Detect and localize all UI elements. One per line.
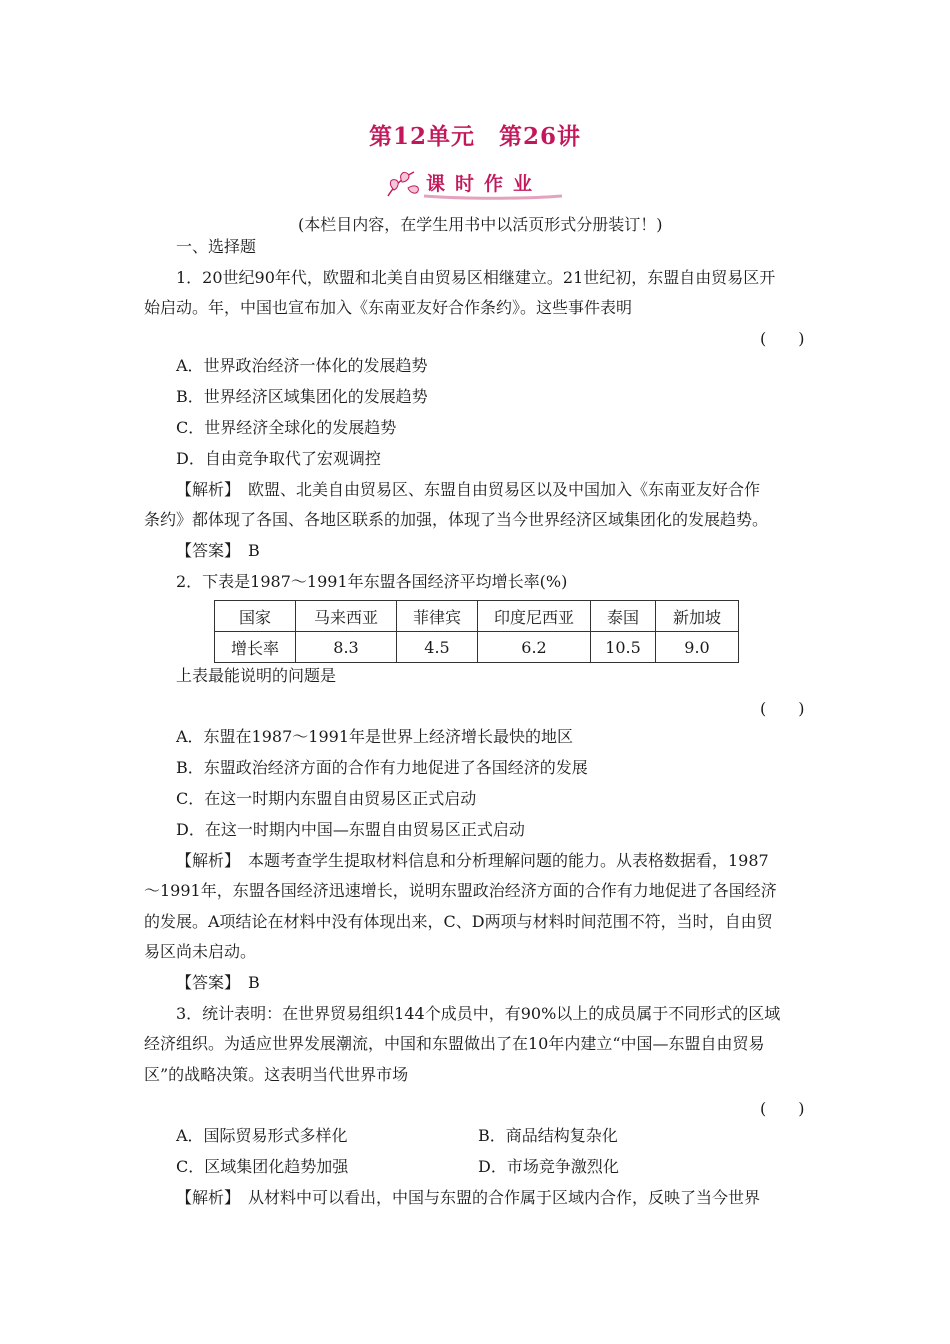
q2-analysis-line4: 易区尚未启动。 (144, 942, 257, 961)
banner-label: 课时作业 (426, 173, 543, 195)
table-cell: 菲律宾 (397, 601, 478, 632)
q2-option-c: C．在这一时期内东盟自由贸易区正式启动 (176, 789, 477, 808)
q3-option-c: C．区域集团化趋势加强 (176, 1157, 349, 1176)
q2-answer: 【答案】 B (176, 973, 260, 992)
q3-option-b: B．商品结构复杂化 (478, 1126, 618, 1145)
q3-stem-line3: 区”的战略决策。这表明当代世界市场 (144, 1065, 409, 1084)
q1-analysis-line2: 条约》都体现了各国、各地区联系的加强，体现了当今世界经济区域集团化的发展趋势。 (144, 510, 769, 529)
q2-stem: 2．下表是1987～1991年东盟各国经济平均增长率(%) (176, 572, 568, 591)
q1-stem-line2: 始启动。年，中国也宣布加入《东南亚友好合作条约》。这些事件表明 (144, 298, 633, 317)
q3-option-d: D．市场竞争激烈化 (478, 1157, 619, 1176)
table-cell: 4.5 (397, 632, 478, 663)
q1-option-a: A．世界政治经济一体化的发展趋势 (176, 356, 428, 375)
q3-stem-line1: 3．统计表明：在世界贸易组织144个成员中，有90%以上的成员属于不同形式的区域 (176, 1004, 781, 1023)
q1-answer-blank: ( ) (760, 329, 805, 348)
table-cell: 国家 (215, 601, 296, 632)
q2-option-d: D．在这一时期内中国—东盟自由贸易区正式启动 (176, 820, 525, 839)
table-cell: 9.0 (656, 632, 739, 663)
growth-rate-table (214, 600, 739, 663)
table-row (215, 632, 739, 663)
table-cell: 增长率 (215, 632, 296, 663)
q2-after-table: 上表最能说明的问题是 (176, 666, 337, 685)
q3-analysis-line1: 【解析】 从材料中可以看出，中国与东盟的合作属于区域内合作，反映了当今世界 (176, 1188, 761, 1207)
table-cell: 8.3 (296, 632, 397, 663)
section-heading: 一、选择题 (176, 237, 257, 256)
binding-note: (本栏目内容，在学生用书中以活页形式分册装订！) (298, 215, 663, 234)
q2-analysis-line2: ～1991年，东盟各国经济迅速增长，说明东盟政治经济方面的合作有力地促进了各国经济 (144, 881, 777, 900)
page-title: 第12单元 第26讲 (368, 123, 581, 150)
q1-answer: 【答案】 B (176, 541, 260, 560)
q2-analysis-line3: 的发展。A项结论在材料中没有体现出来，C、D两项与材料时间范围不符，当时，自由贸 (144, 912, 773, 931)
table-header-row (215, 601, 739, 632)
table-cell: 6.2 (478, 632, 591, 663)
homework-banner (384, 166, 566, 200)
q1-option-c: C．世界经济全球化的发展趋势 (176, 418, 397, 437)
q2-answer-blank: ( ) (760, 699, 805, 718)
q2-analysis-line1: 【解析】 本题考查学生提取材料信息和分析理解问题的能力。从表格数据看，1987 (176, 851, 769, 870)
q1-stem-line1: 1．20世纪90年代，欧盟和北美自由贸易区相继建立。21世纪初，东盟自由贸易区开 (176, 268, 776, 287)
q2-option-b: B．东盟政治经济方面的合作有力地促进了各国经济的发展 (176, 758, 588, 777)
table-cell: 马来西亚 (296, 601, 397, 632)
q1-option-d: D．自由竞争取代了宏观调控 (176, 449, 381, 468)
q3-stem-line2: 经济组织。为适应世界发展潮流，中国和东盟做出了在10年内建立“中国—东盟自由贸易 (144, 1034, 765, 1053)
q2-option-a: A．东盟在1987～1991年是世界上经济增长最快的地区 (176, 727, 573, 746)
table-cell: 印度尼西亚 (478, 601, 591, 632)
q3-answer-blank: ( ) (760, 1099, 805, 1118)
table-cell: 泰国 (591, 601, 656, 632)
q1-option-b: B．世界经济区域集团化的发展趋势 (176, 387, 428, 406)
q1-analysis-line1: 【解析】 欧盟、北美自由贸易区、东盟自由贸易区以及中国加入《东南亚友好合作 (176, 480, 761, 499)
q3-option-a: A．国际贸易形式多样化 (176, 1126, 348, 1145)
table-cell: 新加坡 (656, 601, 739, 632)
table-cell: 10.5 (591, 632, 656, 663)
